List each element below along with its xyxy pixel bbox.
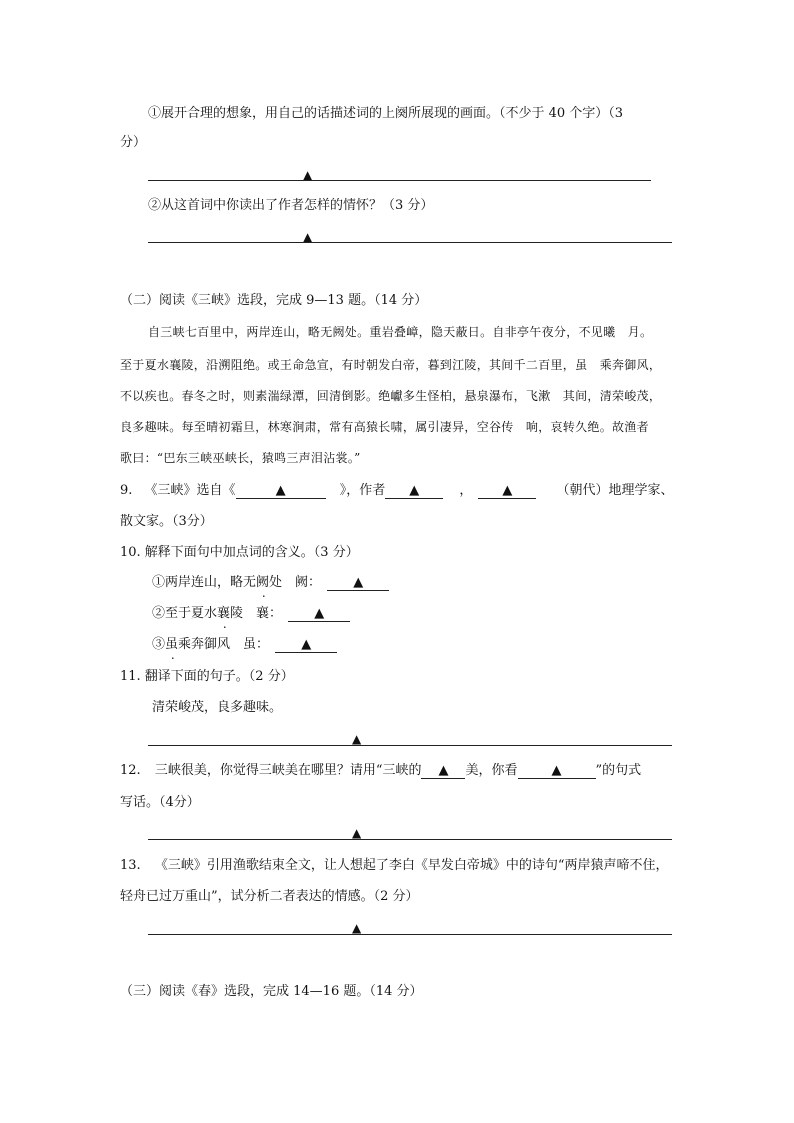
answer-marker-icon: ▲: [352, 921, 362, 935]
q13-line2: 轻舟已过万重山”，试分析二者表达的情感。（2 分）: [120, 889, 419, 904]
q10-blank-3[interactable]: [275, 637, 337, 653]
q12-number: 12.: [120, 763, 141, 778]
answer-marker-icon: ▲: [352, 732, 362, 746]
q12-blank-1[interactable]: [421, 763, 465, 779]
q10-blank-1[interactable]: [327, 575, 389, 591]
answer-marker-icon: ▲: [551, 763, 562, 778]
q13-text-1: 《三峡》引用渔歌结束全文，让人想起了李白《早发白帝城》中的诗句“两岸猿声啼不住，: [154, 858, 669, 873]
passage-line: 歌曰：“巴东三峡巫峡长，猿鸣三声泪沾裳。”: [120, 451, 361, 465]
q12-text-2: 美，你看: [465, 763, 518, 778]
q10-item-text: ③: [152, 637, 166, 652]
q9-number: 9.: [120, 483, 133, 498]
q10-item-text: 处 阙：: [269, 575, 322, 590]
q10-item-text: 乘奔御风 虽：: [178, 637, 270, 652]
answer-marker-icon: ▲: [353, 575, 364, 590]
q10-title: 10. 解释下面句中加点词的含义。（3 分）: [120, 545, 359, 560]
q8-sub1-text-cont: 分）: [120, 135, 147, 150]
q8-sub2-text: ②从这首词中你读出了作者怎样的情怀？（3 分）: [148, 198, 434, 213]
q12-blank-2[interactable]: [518, 763, 596, 779]
q11-title: 11. 翻译下面的句子。（2 分）: [120, 669, 294, 684]
q9-text-2: 》，作者: [339, 483, 386, 498]
answer-marker-icon: ▲: [275, 483, 286, 498]
q9-line2: 散文家。（3分）: [120, 514, 213, 529]
q11-sentence: 清荣峻茂，良多趣味。: [152, 700, 283, 715]
q12-text-1: 三峡很美，你觉得三峡美在哪里？请用“三峡的: [154, 763, 422, 778]
q9-text-4: （朝代）地理学家、: [556, 483, 674, 498]
q13-number: 13.: [120, 858, 141, 873]
q9-text-3: ，: [459, 483, 473, 498]
passage-line: 不以疾也。春冬之时，则素湍绿潭，回清倒影。绝巘多生怪柏，悬泉瀑布，飞漱 其间，清荣峻茂，: [120, 389, 662, 403]
q9-text-1: 《三峡》选自《: [144, 483, 236, 498]
answer-line-q13[interactable]: [148, 934, 672, 935]
answer-marker-icon: ▲: [502, 483, 513, 498]
dotted-word: 虽: [165, 637, 179, 652]
answer-marker-icon: ▲: [303, 168, 313, 182]
q13-line1: [120, 857, 668, 875]
answer-line-q12[interactable]: [148, 839, 672, 840]
passage-line: 至于夏水襄陵，沿溯阻绝。或王命急宣，有时朝发白帝，暮到江陵，其间千二百里，虽 乘奔御风，: [120, 358, 662, 372]
q10-item-text: ①两岸连山，略无: [152, 575, 257, 590]
answer-line-q11[interactable]: [148, 745, 672, 746]
q9-blank-source[interactable]: [236, 483, 326, 499]
answer-marker-icon: ▲: [301, 637, 312, 652]
q10-item-text: ②至于夏水: [152, 606, 218, 621]
q10-blank-2[interactable]: [288, 606, 350, 622]
answer-line-q8-1[interactable]: [148, 180, 651, 181]
q9-blank-dynasty[interactable]: [478, 483, 536, 499]
q8-sub1-text: ①展开合理的想象，用自己的话描述词的上阕所展现的画面。（不少于 40 个字）（3: [148, 106, 624, 121]
q10-item-text: 陵 襄：: [230, 606, 283, 621]
passage-line: 自三峡七百里中，两岸连山，略无阙处。重岩叠嶂，隐天蔽日。自非亭午夜分，不见曦 月。: [148, 325, 653, 339]
answer-marker-icon: ▲: [303, 230, 313, 244]
q10-item-1: [152, 574, 389, 592]
q9-line1: [120, 482, 674, 500]
section2-title: （二）阅读《三峡》选段，完成 9—13 题。（14 分）: [120, 293, 428, 308]
q12-line2: 写话。（4分）: [120, 795, 200, 810]
dotted-word: 襄: [217, 606, 231, 621]
q10-item-3: [152, 636, 337, 654]
q12-text-3: ”的句式: [595, 763, 642, 778]
passage-line: 良多趣味。每至晴初霜旦，林寒涧肃，常有高猿长啸，属引凄异，空谷传 响，哀转久绝。故渔者: [120, 420, 649, 434]
dotted-word: 阙: [256, 575, 270, 590]
answer-marker-icon: ▲: [438, 763, 449, 778]
answer-line-q8-2[interactable]: [148, 242, 672, 243]
q9-blank-author[interactable]: [385, 483, 443, 499]
answer-marker-icon: ▲: [352, 826, 362, 840]
section3-title: （三）阅读《春》选段，完成 14—16 题。（14 分）: [120, 984, 423, 999]
answer-marker-icon: ▲: [314, 606, 325, 621]
answer-marker-icon: ▲: [409, 483, 420, 498]
q12-line1: [120, 762, 641, 780]
q10-item-2: [152, 605, 350, 623]
